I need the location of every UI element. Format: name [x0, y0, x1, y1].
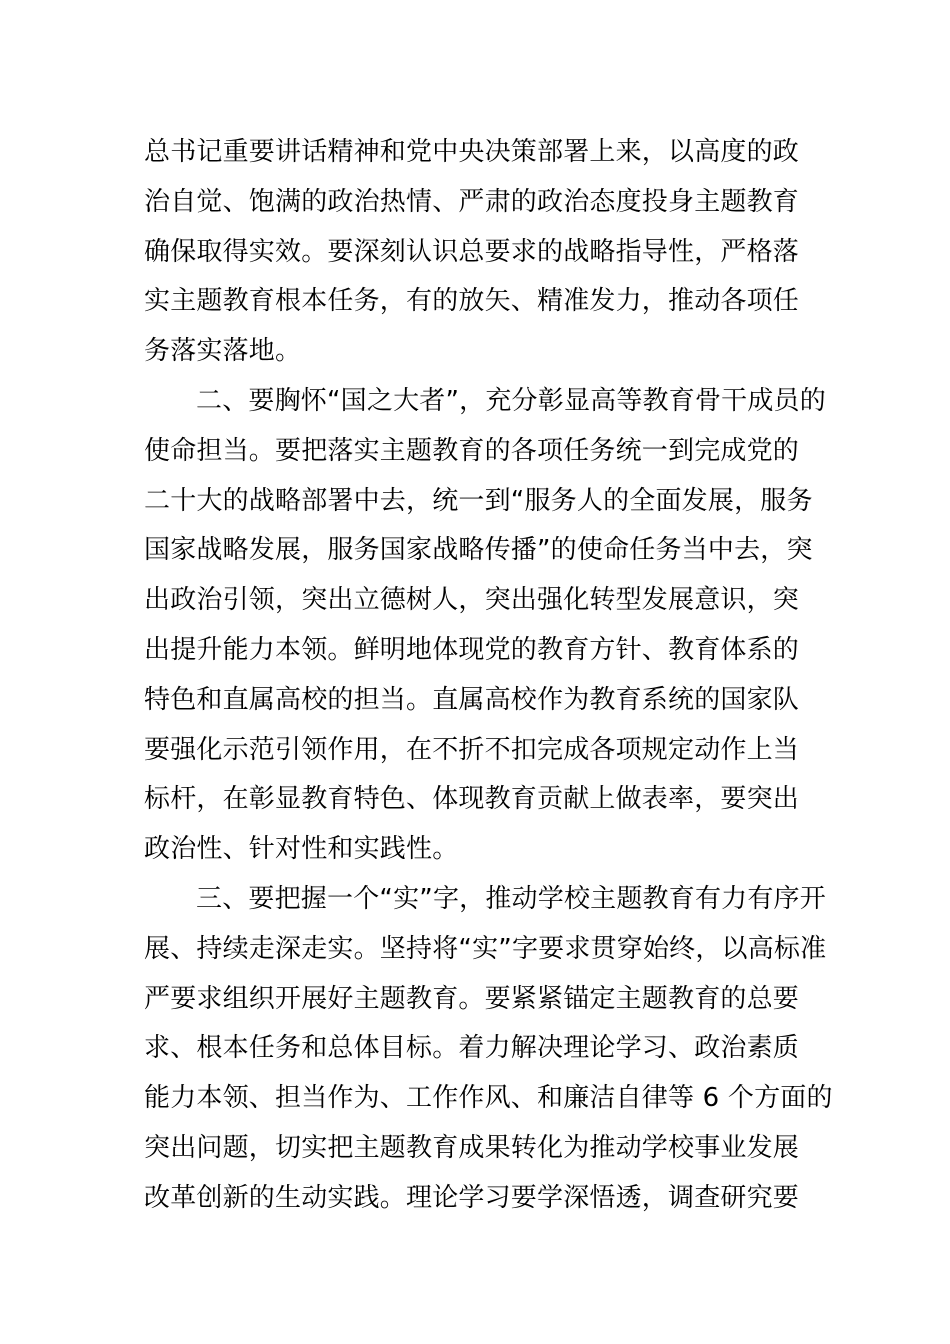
text-line: 务落实落地。: [144, 336, 302, 367]
text-line: 改革创新的生动实践。理论学习要学深悟透，调查研究要: [144, 1182, 800, 1213]
text-line: 能力本领、担当作为、工作作风、和廉洁自律等 6 个方面的: [144, 1083, 833, 1114]
text-line: 出政治引领，突出立德树人，突出强化转型发展意识，突: [144, 585, 800, 616]
text-line: 特色和直属高校的担当。直属高校作为教育系统的国家队: [144, 684, 800, 715]
text-line: 总书记重要讲话精神和党中央决策部署上来，以高度的政: [144, 137, 800, 167]
text-line: 实主题教育根本任务，有的放矢、精准发力，推动各项任: [144, 286, 800, 317]
text-line: 严要求组织开展好主题教育。要紧紧锚定主题教育的总要: [144, 983, 800, 1014]
document-body: [144, 128, 833, 1224]
text-line: 标杆，在彰显教育特色、体现教育贡献上做表率，要突出: [144, 784, 800, 815]
section-3-first-line: 三、要把握一个“实”字，推动学校主题教育有力有序开: [196, 883, 826, 914]
text-line: 二十大的战略部署中去，统一到“服务人的全面发展，服务: [144, 485, 813, 516]
text-line: 出提升能力本领。鲜明地体现党的教育方针、教育体系的: [144, 634, 800, 665]
text-line: 要强化示范引领作用，在不折不扣完成各项规定动作上当: [144, 734, 800, 765]
section-2-first-line: 二、要胸怀“国之大者”，充分彰显高等教育骨干成员的: [196, 385, 826, 416]
text-line: 使命担当。要把落实主题教育的各项任务统一到完成党的: [144, 435, 800, 466]
text-line: 治自觉、饱满的政治热情、严肃的政治态度投身主题教育: [144, 186, 800, 217]
text-line: 政治性、针对性和实践性。: [144, 834, 459, 865]
text-line: 展、持续走深走实。坚持将“实”字要求贯穿始终，以高标准: [144, 933, 827, 964]
text-line: 突出问题，切实把主题教育成果转化为推动学校事业发展: [144, 1132, 800, 1163]
text-line: 求、根本任务和总体目标。着力解决理论学习、政治素质: [144, 1033, 800, 1064]
text-line: 国家战略发展，服务国家战略传播”的使命任务当中去，突: [144, 535, 813, 566]
text-line: 确保取得实效。要深刻认识总要求的战略指导性，严格落: [144, 236, 800, 267]
